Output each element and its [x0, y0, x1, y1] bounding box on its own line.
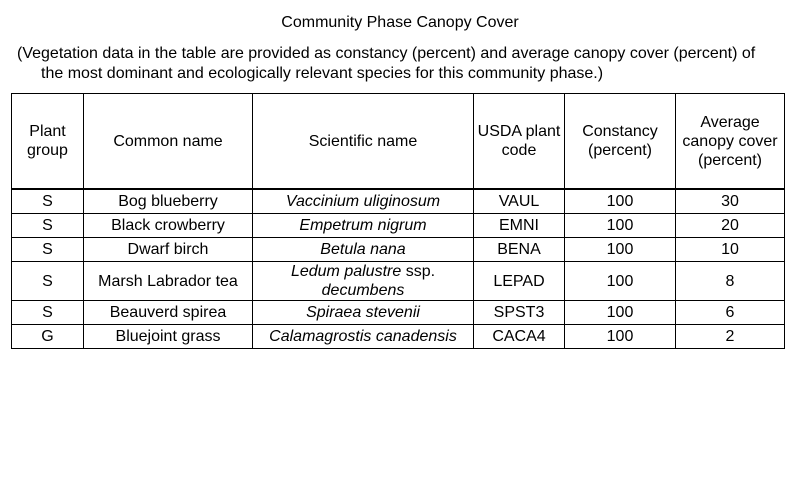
cell-common-name: Marsh Labrador tea	[84, 262, 253, 301]
header-common-name: Common name	[84, 94, 253, 190]
scientific-name-text: Vaccinium uliginosum	[285, 193, 441, 210]
cell-plant-group: S	[12, 238, 84, 262]
cell-constancy: 100	[565, 238, 676, 262]
table-row	[12, 325, 785, 349]
table-header-row	[12, 94, 785, 190]
cell-canopy-cover: 8	[676, 262, 785, 301]
page-title: Community Phase Canopy Cover	[281, 14, 519, 31]
header-constancy: Constancy (percent)	[565, 94, 676, 190]
header-plant-group: Plant group	[12, 94, 84, 190]
cell-common-name: Dwarf birch	[84, 238, 253, 262]
table-description	[17, 44, 797, 84]
cell-constancy: 100	[565, 325, 676, 349]
cell-usda-code: SPST3	[474, 301, 565, 325]
scientific-name-text: Empetrum nigrum	[299, 217, 427, 234]
table-row	[12, 301, 785, 325]
scientific-name-rank: ssp.	[401, 263, 436, 280]
scientific-name-text: Calamagrostis canadensis	[269, 328, 457, 345]
cell-common-name: Bluejoint grass	[84, 325, 253, 349]
cell-canopy-cover: 30	[676, 189, 785, 214]
cell-usda-code: EMNI	[474, 214, 565, 238]
cell-scientific-name	[253, 262, 474, 301]
cell-plant-group: S	[12, 214, 84, 238]
cell-scientific-name	[253, 189, 474, 214]
description-line-2: the most dominant and ecologically relevant species for this community phase.)	[41, 65, 604, 82]
cell-usda-code: VAUL	[474, 189, 565, 214]
cell-plant-group: S	[12, 189, 84, 214]
scientific-name-text: Betula nana	[320, 241, 406, 258]
header-average-canopy-cover: Average canopy cover (percent)	[676, 94, 785, 190]
scientific-name-text: Spiraea stevenii	[306, 304, 420, 321]
cell-plant-group: S	[12, 262, 84, 301]
cell-constancy: 100	[565, 301, 676, 325]
cell-scientific-name	[253, 214, 474, 238]
canopy-cover-table	[11, 93, 785, 349]
cell-canopy-cover: 6	[676, 301, 785, 325]
cell-plant-group: G	[12, 325, 84, 349]
cell-common-name: Beauverd spirea	[84, 301, 253, 325]
cell-usda-code: LEPAD	[474, 262, 565, 301]
cell-scientific-name	[253, 325, 474, 349]
cell-scientific-name	[253, 301, 474, 325]
table-row	[12, 262, 785, 301]
table-row	[12, 238, 785, 262]
cell-canopy-cover: 10	[676, 238, 785, 262]
scientific-name-infraspecies: decumbens	[321, 282, 405, 299]
table-row	[12, 189, 785, 214]
cell-constancy: 100	[565, 214, 676, 238]
cell-canopy-cover: 2	[676, 325, 785, 349]
table-row	[12, 214, 785, 238]
cell-constancy: 100	[565, 262, 676, 301]
cell-canopy-cover: 20	[676, 214, 785, 238]
description-line-1: (Vegetation data in the table are provided as constancy (percent) and average canopy cover (percent) of	[17, 45, 756, 62]
cell-scientific-name	[253, 238, 474, 262]
header-scientific-name: Scientific name	[253, 94, 474, 190]
cell-plant-group: S	[12, 301, 84, 325]
cell-constancy: 100	[565, 189, 676, 214]
scientific-name-text: Ledum palustre	[290, 263, 402, 280]
header-usda-plant-code: USDA plant code	[474, 94, 565, 190]
cell-usda-code: CACA4	[474, 325, 565, 349]
cell-usda-code: BENA	[474, 238, 565, 262]
cell-common-name: Black crowberry	[84, 214, 253, 238]
cell-common-name: Bog blueberry	[84, 189, 253, 214]
